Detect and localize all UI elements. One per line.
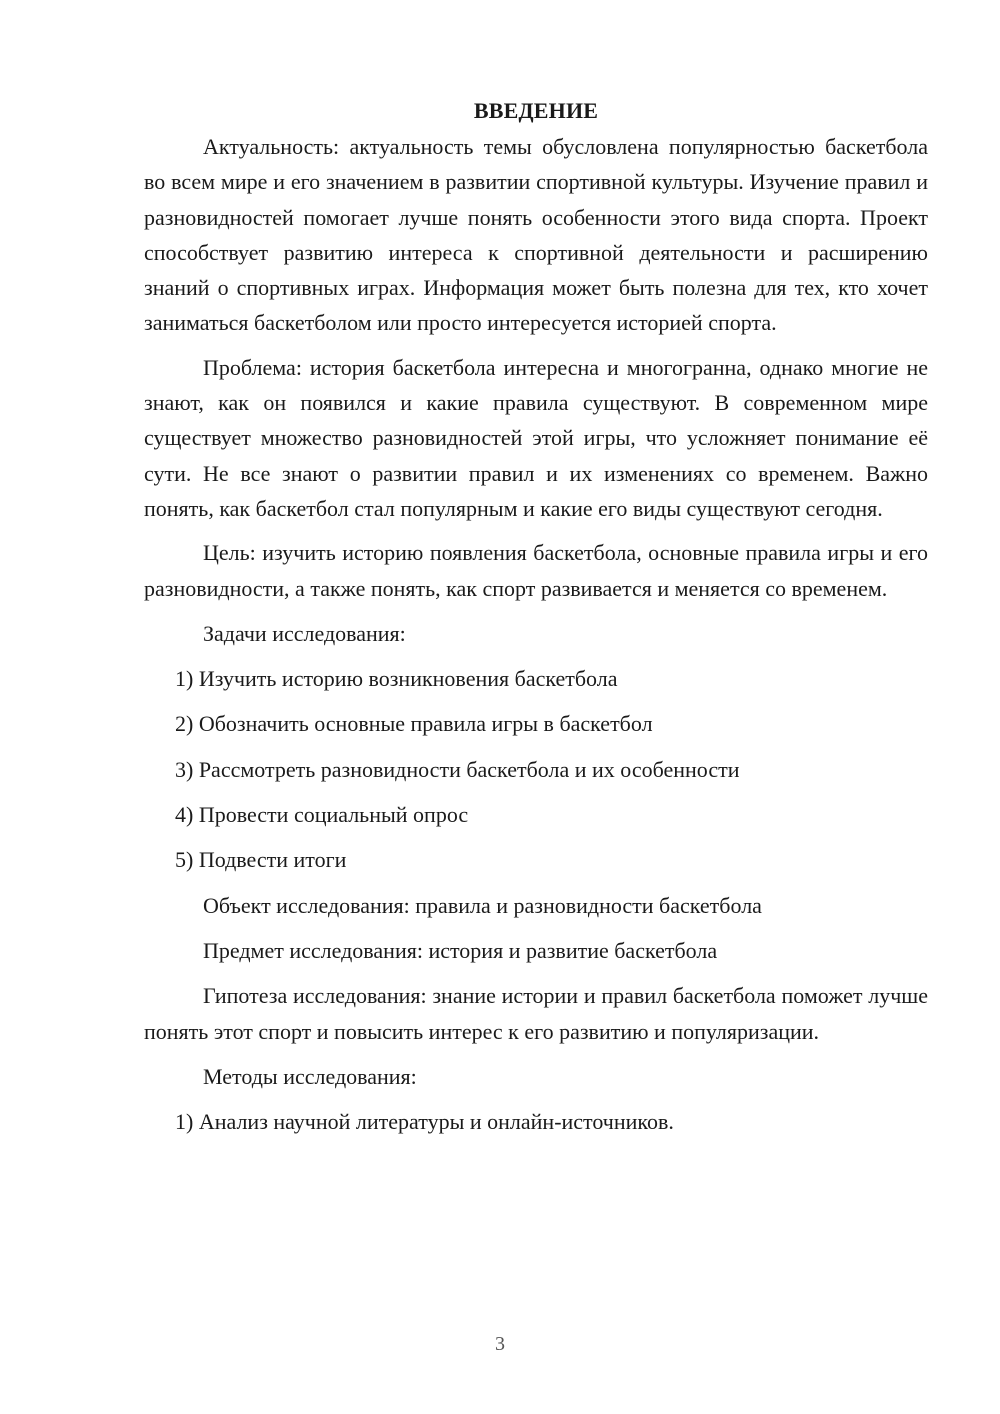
paragraph-hypothesis: Гипотеза исследования: знание истории и правил баскетбола поможет лучше понять этот спорт и повысить интерес к его развитию и популяризации. — [144, 983, 928, 1044]
research-subject: Предмет исследования: история и развитие баскетбола — [203, 937, 718, 963]
page-title: ВВЕДЕНИЕ — [473, 98, 599, 123]
methods-heading: Методы исследования: — [203, 1063, 417, 1089]
task-item-4: 4) Провести социальный опрос — [175, 802, 469, 828]
research-object: Объект исследования: правила и разновидности баскетбола — [203, 892, 762, 918]
task-item-3: 3) Рассмотреть разновидности баскетбола и их особенности — [175, 756, 740, 782]
task-item-1: 1) Изучить историю возникновения баскетбола — [175, 666, 618, 692]
paragraph-problem: Проблема: история баскетбола интересна и многогранна, однако многие не знают, как он появился и какие правила существуют. В современном мире существует множество разновидностей этой игры, что усложняет понимание её сути. Не все знают о развитии правил и их изменениях со временем. Важно понять, как баскетбол стал популярным и какие его виды существуют сегодня. — [144, 354, 928, 521]
document-page — [144, 93, 928, 1139]
task-item-5: 5) Подвести итоги — [175, 847, 347, 873]
tasks-heading: Задачи исследования: — [203, 620, 406, 646]
task-item-2: 2) Обозначить основные правила игры в баскетбол — [175, 711, 653, 737]
paragraph-goal: Цель: изучить историю появления баскетбола, основные правила игры и его разновидности, а также понять, как спорт развивается и меняется со временем. — [144, 540, 928, 601]
paragraph-relevance: Актуальность: актуальность темы обусловлена популярностью баскетбола во всем мире и его значением в развитии спортивной культуры. Изучение правил и разновидностей помогает лучше понять особенности этого вида спорта. Проект способствует развитию интереса к спортивной деятельности и расширению знаний о спортивных играх. Информация может быть полезна для тех, кто хочет заниматься баскетболом или просто интересуется историей спорта. — [144, 134, 928, 336]
method-item-1: 1) Анализ научной литературы и онлайн-источников. — [175, 1109, 674, 1135]
page-number: 3 — [495, 1333, 505, 1355]
